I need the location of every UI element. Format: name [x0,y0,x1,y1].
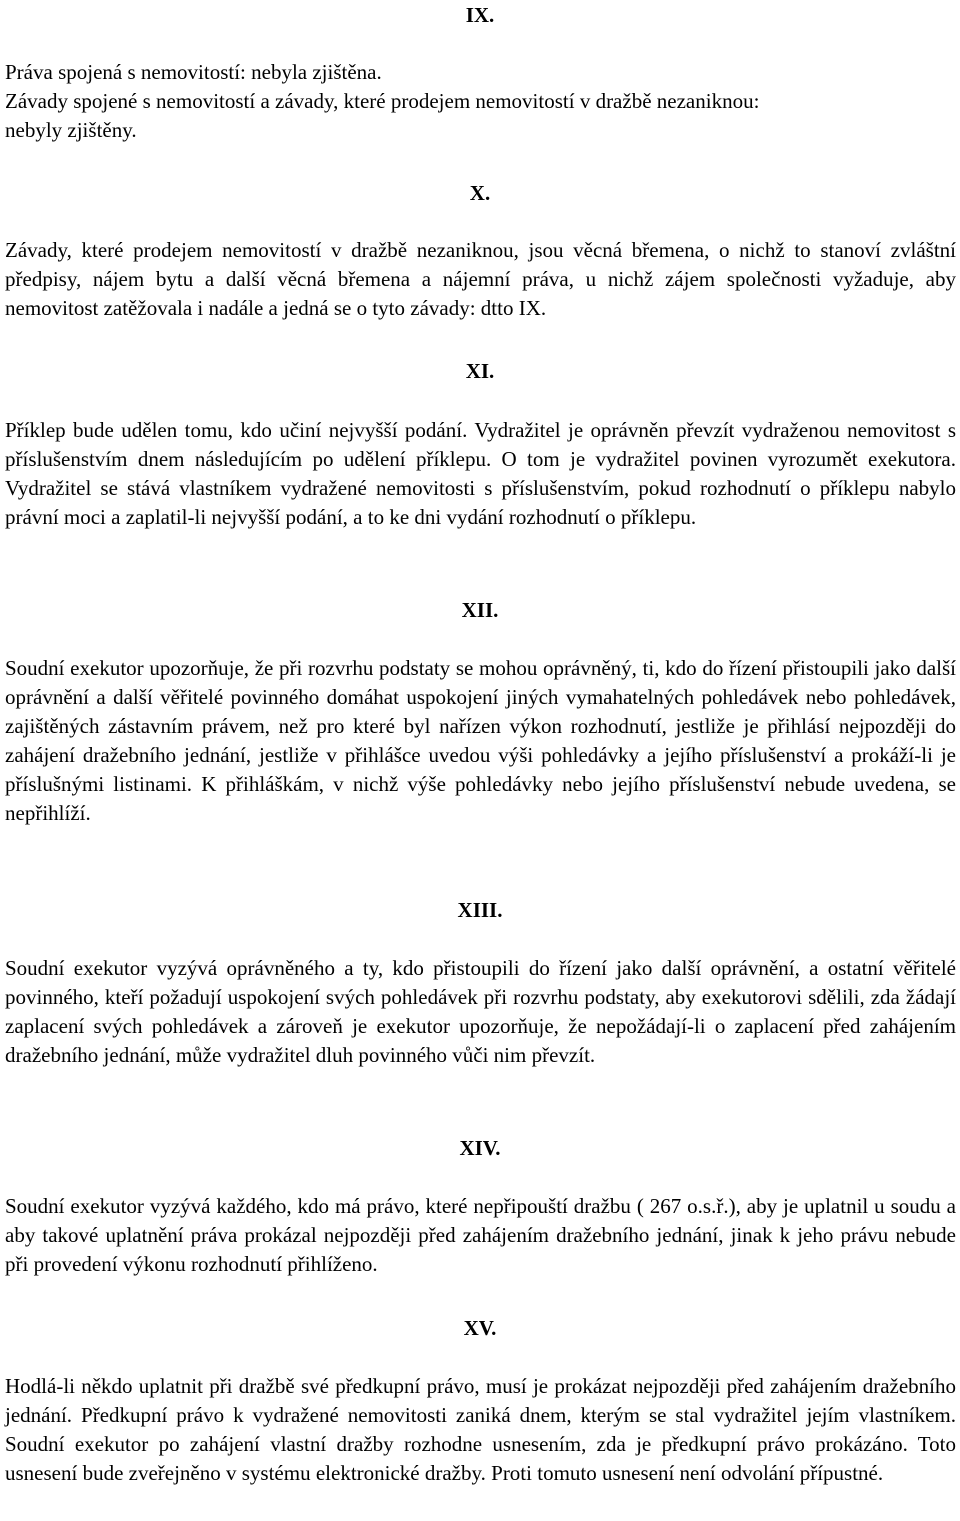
section-heading-ix: IX. [465,3,495,27]
section-heading-xiv: XIV. [459,1136,501,1160]
rights-line: Práva spojená s nemovitostí: nebyla zjištěna. [5,60,382,84]
section-heading-xv: XV. [463,1316,497,1340]
section-xiv-paragraph [5,1192,956,1279]
section-xiii-paragraph [5,954,956,1070]
defects-line: Závady spojené s nemovitostí a závady, které prodejem nemovitostí v dražbě nezaniknou: [5,89,760,113]
section-xv-paragraph [5,1372,956,1488]
section-heading-x: X. [469,181,491,205]
defects-result-line: nebyly zjištěny. [5,118,137,142]
section-xi-text: Příklep bude udělen tomu, kdo učiní nejvyšší podání. Vydražitel je oprávněn převzít vydraženou nemovitost s příslušenstvím dnem následujícím po udělení příklepu. O tom je vydražitel povinen vyrozumět exekutora. Vydražitel se stává vlastníkem vydražené nemovitosti s příslušenstvím, pokud rozhodnutí o příklepu nabylo právní moci a zaplatil-li nejvyšší podání, a to ke dni vydání rozhodnutí o příklepu. [5,418,956,529]
section-xiii-text: Soudní exekutor vyzývá oprávněného a ty, kdo přistoupili do řízení jako další oprávnění, a ostatní věřitelé povinného, kteří požadují uspokojení svých pohledávek při rozvrhu podstaty, aby exekutorovi sdělili, zda žádají zaplacení svých pohledávek a zároveň je exekutor upozorňuje, že nepožádají-li o zaplacení před zahájením dražebního jednání, může vydražitel dluh povinného vůči nim převzít. [5,956,956,1067]
section-xi-paragraph [5,416,956,532]
section-heading-xi: XI. [465,359,495,383]
section-x-paragraph [5,236,956,323]
section-heading-xii: XII. [461,598,499,622]
section-xv-text: Hodlá-li někdo uplatnit při dražbě své předkupní právo, musí je prokázat nejpozději před zahájením dražebního jednání. Předkupní právo k vydražené nemovitosti zaniká dnem, kterým se stal vydražitel jejím vlastníkem. Soudní exekutor po zahájení vlastní dražby rozhodne usnesením, zda je předkupní právo prokázáno. Toto usnesení bude zveřejněno v systému elektronické dražby. Proti tomuto usnesení není odvolání přípustné. [5,1374,956,1485]
section-xiv-text: Soudní exekutor vyzývá každého, kdo má právo, které nepřipouští dražbu ( 267 o.s.ř.), aby je uplatnil u soudu a aby takové uplatnění práva prokázal nejpozději před zahájením dražebního jednání, jinak k jeho právu nebude při provedení výkonu rozhodnutí přihlíženo. [5,1194,956,1276]
section-x-text: Závady, které prodejem nemovitostí v dražbě nezaniknou, jsou věcná břemena, o nichž to stanoví zvláštní předpisy, nájem bytu a další věcná břemena a nájemní práva, u nichž zájem společnosti vyžaduje, aby nemovitost zatěžovala i nadále a jedná se o tyto závady: dtto IX. [5,238,956,320]
section-xii-paragraph [5,654,956,828]
section-heading-xiii: XIII. [457,898,503,922]
section-xii-text: Soudní exekutor upozorňuje, že při rozvrhu podstaty se mohou oprávněný, ti, kdo do řízení přistoupili jako další oprávnění a další věřitelé povinného domáhat uspokojení jiných vymahatelných pohledávek nebo pohledávek, zajištěných zástavním právem, než pro které byl nařízen výkon rozhodnutí, jestliže je přihlásí nejpozději do zahájení dražebního jednání, jestliže v přihlášce uvedou výši pohledávky a jejího příslušenství a prokáží-li je příslušnými listinami. K přihláškám, v nichž výše pohledávky nebo jejího příslušenství nebude uvedena, se nepřihlíží. [5,656,956,825]
